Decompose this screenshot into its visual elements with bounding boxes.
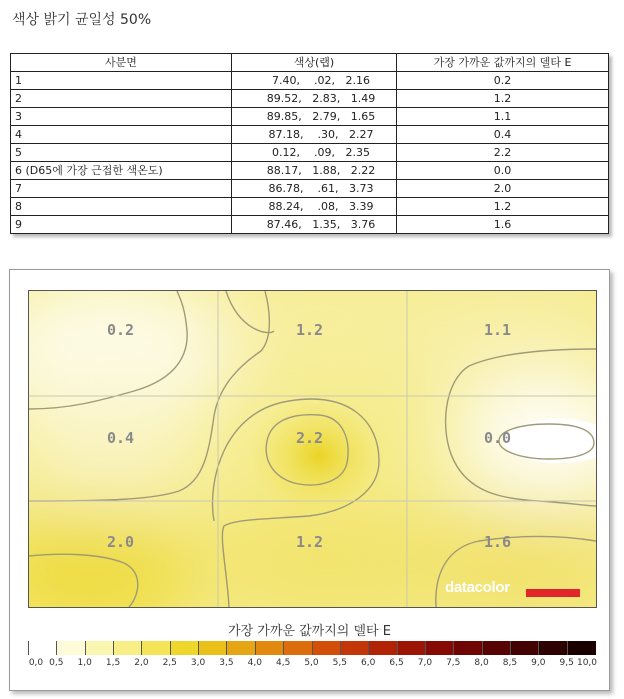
delta-e-cell: 1.6 xyxy=(397,216,609,234)
color-scale-tick-label: 5,0 xyxy=(304,658,319,668)
delta-e-cell: 2.0 xyxy=(397,180,609,198)
table-row xyxy=(11,108,609,126)
delta-e-cell: 1.2 xyxy=(397,198,609,216)
color-scale-swatch xyxy=(567,641,596,655)
color-scale-swatch xyxy=(255,641,284,655)
heatmap-value-quadrant-3: 1.1 xyxy=(484,321,512,339)
quadrant-cell: 7 xyxy=(11,180,232,198)
color-scale-tick-label: 6,5 xyxy=(389,658,404,668)
table-row xyxy=(11,198,609,216)
uniformity-table xyxy=(10,53,609,234)
delta-e-cell: 0.2 xyxy=(397,72,609,90)
quadrant-cell: 8 xyxy=(11,198,232,216)
color-scale-tick-label: 10,0 xyxy=(576,658,598,668)
lab-color-cell: 0.12, .09, 2.35 xyxy=(232,144,397,162)
quadrant-cell: 5 xyxy=(11,144,232,162)
color-scale-swatch xyxy=(397,641,426,655)
lab-color-cell: 88.17, 1.88, 2.22 xyxy=(232,162,397,180)
lab-color-cell: 88.24, .08, 3.39 xyxy=(232,198,397,216)
quadrant-cell: 2 xyxy=(11,90,232,108)
table-row xyxy=(11,90,609,108)
color-scale-tick-label: 4,5 xyxy=(275,658,291,668)
color-scale-swatch xyxy=(85,641,114,655)
column-header-quadrant: 사분면 xyxy=(11,54,232,72)
color-scale-swatch xyxy=(368,641,397,655)
heatmap-value-quadrant-1: 0.2 xyxy=(107,321,135,339)
lab-color-cell: 89.52, 2.83, 1.49 xyxy=(232,90,397,108)
color-scale-swatch xyxy=(482,641,511,655)
page-title: 색상 밝기 균일성 50% xyxy=(12,12,152,28)
color-scale-tick-label: 8,0 xyxy=(474,658,489,668)
lab-color-cell: 7.40, .02, 2.16 xyxy=(232,72,397,90)
column-header-lab: 색상(랩) xyxy=(232,54,397,72)
color-scale-swatch xyxy=(453,641,482,655)
color-scale-swatch xyxy=(113,641,142,655)
color-scale-ticks xyxy=(10,658,609,672)
table-header-row xyxy=(11,54,609,72)
color-scale-tick-label: 5,5 xyxy=(332,658,348,668)
column-header-delta-e: 가장 가까운 값까지의 델타 E xyxy=(397,54,609,72)
quadrant-cell: 3 xyxy=(11,108,232,126)
color-scale-tick-label: 1,5 xyxy=(105,658,121,668)
color-scale-tick-label: 6,0 xyxy=(361,658,376,668)
heatmap-value-quadrant-7: 2.0 xyxy=(107,533,135,551)
color-scale-swatch xyxy=(283,641,312,655)
table-row xyxy=(11,144,609,162)
color-scale-tick-label: 7,0 xyxy=(417,658,433,668)
color-scale-tick-label: 2,0 xyxy=(134,658,149,668)
table-row xyxy=(11,72,609,90)
color-scale-tick-label: 7,5 xyxy=(446,658,461,668)
delta-e-cell: 0.4 xyxy=(397,126,609,144)
color-scale-tick-label: 1,0 xyxy=(77,658,92,668)
color-scale-swatch xyxy=(226,641,255,655)
quadrant-cell: 6 (D65에 가장 근접한 색온도) xyxy=(11,162,232,180)
heatmap-value-quadrant-5: 2.2 xyxy=(296,429,324,447)
heatmap-value-quadrant-2: 1.2 xyxy=(296,321,324,339)
color-scale-tick-label: 9,5 xyxy=(559,658,574,668)
color-scale-tick-label: 3,0 xyxy=(190,658,206,668)
delta-e-cell: 1.1 xyxy=(397,108,609,126)
table-row xyxy=(11,162,609,180)
color-scale-swatch xyxy=(538,641,567,655)
color-scale-swatch xyxy=(340,641,369,655)
uniformity-heatmap-panel xyxy=(9,269,610,691)
heatmap-value-quadrant-4: 0.4 xyxy=(107,429,135,447)
datacolor-logo: datacolor xyxy=(445,579,510,596)
color-scale-tick-label: 8,5 xyxy=(502,658,518,668)
heatmap-value-quadrant-8: 1.2 xyxy=(296,533,324,551)
color-scale-swatch xyxy=(198,641,227,655)
lab-color-cell: 87.18, .30, 2.27 xyxy=(232,126,397,144)
quadrant-cell: 9 xyxy=(11,216,232,234)
lab-color-cell: 86.78, .61, 3.73 xyxy=(232,180,397,198)
delta-e-cell: 1.2 xyxy=(397,90,609,108)
table-row xyxy=(11,126,609,144)
lab-color-cell: 89.85, 2.79, 1.65 xyxy=(232,108,397,126)
color-scale-swatch xyxy=(56,641,85,655)
color-scale-swatch xyxy=(170,641,199,655)
color-scale-swatch xyxy=(312,641,341,655)
uniformity-heatmap xyxy=(28,290,597,608)
color-scale-swatch xyxy=(510,641,539,655)
table-row xyxy=(11,216,609,234)
heatmap-value-quadrant-9: 1.6 xyxy=(484,533,512,551)
quadrant-cell: 4 xyxy=(11,126,232,144)
heatmap-value-quadrant-6: 0.0 xyxy=(484,429,512,447)
color-scale-tick-label: 2,5 xyxy=(162,658,177,668)
legend-title: 가장 가까운 값까지의 델타 E xyxy=(228,624,391,639)
color-scale-tick-label: 0,5 xyxy=(49,658,64,668)
delta-e-cell: 0.0 xyxy=(397,162,609,180)
quadrant-cell: 1 xyxy=(11,72,232,90)
color-scale-bar xyxy=(28,641,595,655)
color-scale-tick-label: 0,0 xyxy=(28,658,44,668)
color-scale-tick-label: 3,5 xyxy=(219,658,234,668)
color-scale-tick-label: 4,0 xyxy=(247,658,262,668)
datacolor-logo-bar xyxy=(526,589,580,597)
color-scale-swatch xyxy=(28,641,57,655)
color-scale-swatch xyxy=(141,641,170,655)
color-scale-tick-label: 9,0 xyxy=(531,658,546,668)
table-row xyxy=(11,180,609,198)
color-scale-swatch xyxy=(425,641,454,655)
delta-e-cell: 2.2 xyxy=(397,144,609,162)
lab-color-cell: 87.46, 1.35, 3.76 xyxy=(232,216,397,234)
